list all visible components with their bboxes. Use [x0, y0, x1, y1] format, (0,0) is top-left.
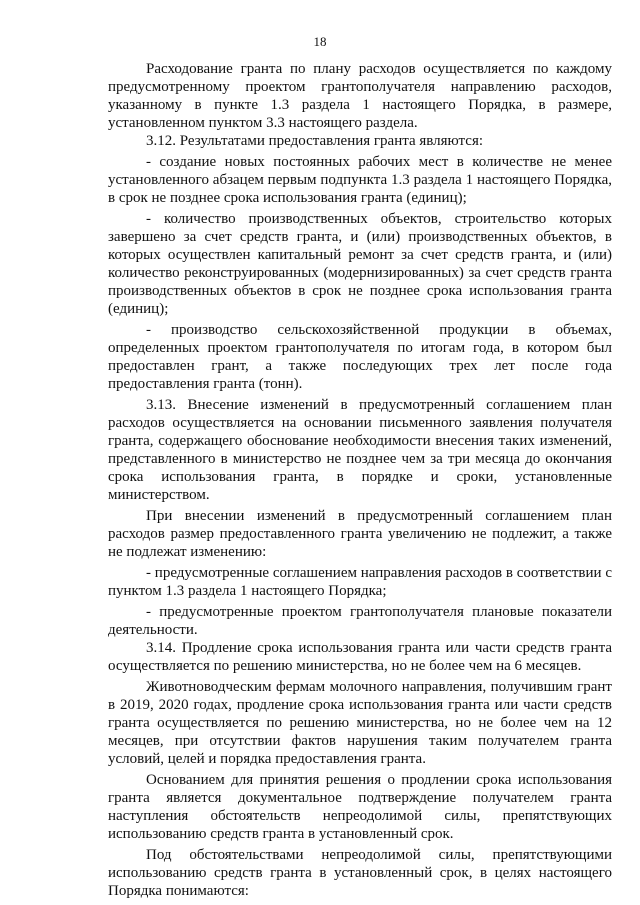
page-number: 18 [313, 34, 327, 49]
list-item-new-jobs: - создание новых постоянных рабочих мест в количестве не менее установленного абзацем первым подпункта 1.3 раздела 1 настоящего Порядка, в срок не позднее срока использования гранта (единиц); [108, 154, 612, 206]
paragraph-3-14-extension: 3.14. Продление срока использования гранта или части средств гранта осуществляется по решению министерства, но не более чем на 6 месяцев. [108, 640, 612, 674]
list-item-spending-directions: - предусмотренные соглашением направления расходов в соответствии с пунктом 1.3 раздела 1 настоящего Порядка; [108, 565, 612, 599]
paragraph-force-majeure: Под обстоятельствами непреодолимой силы, препятствующими использованию средств гранта в установленный срок, в целях настоящего Порядка понимаются: [108, 847, 612, 899]
paragraph-extension-grounds: Основанием для принятия решения о продлении срока использования гранта является документальное подтверждение получателем гранта наступления обстоятельств непреодолимой силы, препятствующих использованию средств гранта в установленный срок. [108, 772, 612, 842]
paragraph-3-13-plan-changes: 3.13. Внесение изменений в предусмотренный соглашением план расходов осуществляется на основании письменного заявления получателя гранта, содержащего обоснование необходимости внесения таких изменений, представленного в министерство не позднее чем за три месяца до окончания срока использования гранта, в порядке и сроки, установленные министерством. [108, 397, 612, 503]
list-item-production-facilities: - количество производственных объектов, строительство которых завершено за счет средств гранта, и (или) производственных объектов, в которых осуществлен капитальный ремонт за счет средств гранта, и (или) количество реконструированных (модернизированных) за счет средств гранта производственных объектов в срок не позднее срока использования гранта (единиц); [108, 211, 612, 317]
paragraph-3-12-results: 3.12. Результатами предоставления гранта являются: [146, 133, 484, 149]
paragraph-grant-spending: Расходование гранта по плану расходов осуществляется по каждому предусмотренному проектом грантополучателя направлению расходов, указанному в пункте 1.3 раздела 1 настоящего Порядка, в размере, установленном пунктом 3.3 настоящего раздела. [108, 61, 612, 131]
document-body [108, 60, 612, 900]
paragraph-changes-restrictions: При внесении изменений в предусмотренный соглашением план расходов размер предоставленного гранта увеличению не подлежит, а также не подлежат изменению: [108, 508, 612, 560]
paragraph-dairy-farms: Животноводческим фермам молочного направления, получившим грант в 2019, 2020 годах, продление срока использования гранта или части средств гранта осуществляется по решению министерства, но не более чем на 12 месяцев, при отсутствии фактов нарушения таким получателем гранта условий, целей и порядка предоставления гранта. [108, 679, 612, 767]
list-item-agricultural-output: - производство сельскохозяйственной продукции в объемах, определенных проектом грантополучателя по итогам года, в котором был предоставлен грант, а также последующих трех лет после года предоставления гранта (тонн). [108, 322, 612, 392]
list-item-planned-indicators: - предусмотренные проектом грантополучателя плановые показатели деятельности. [108, 604, 612, 638]
